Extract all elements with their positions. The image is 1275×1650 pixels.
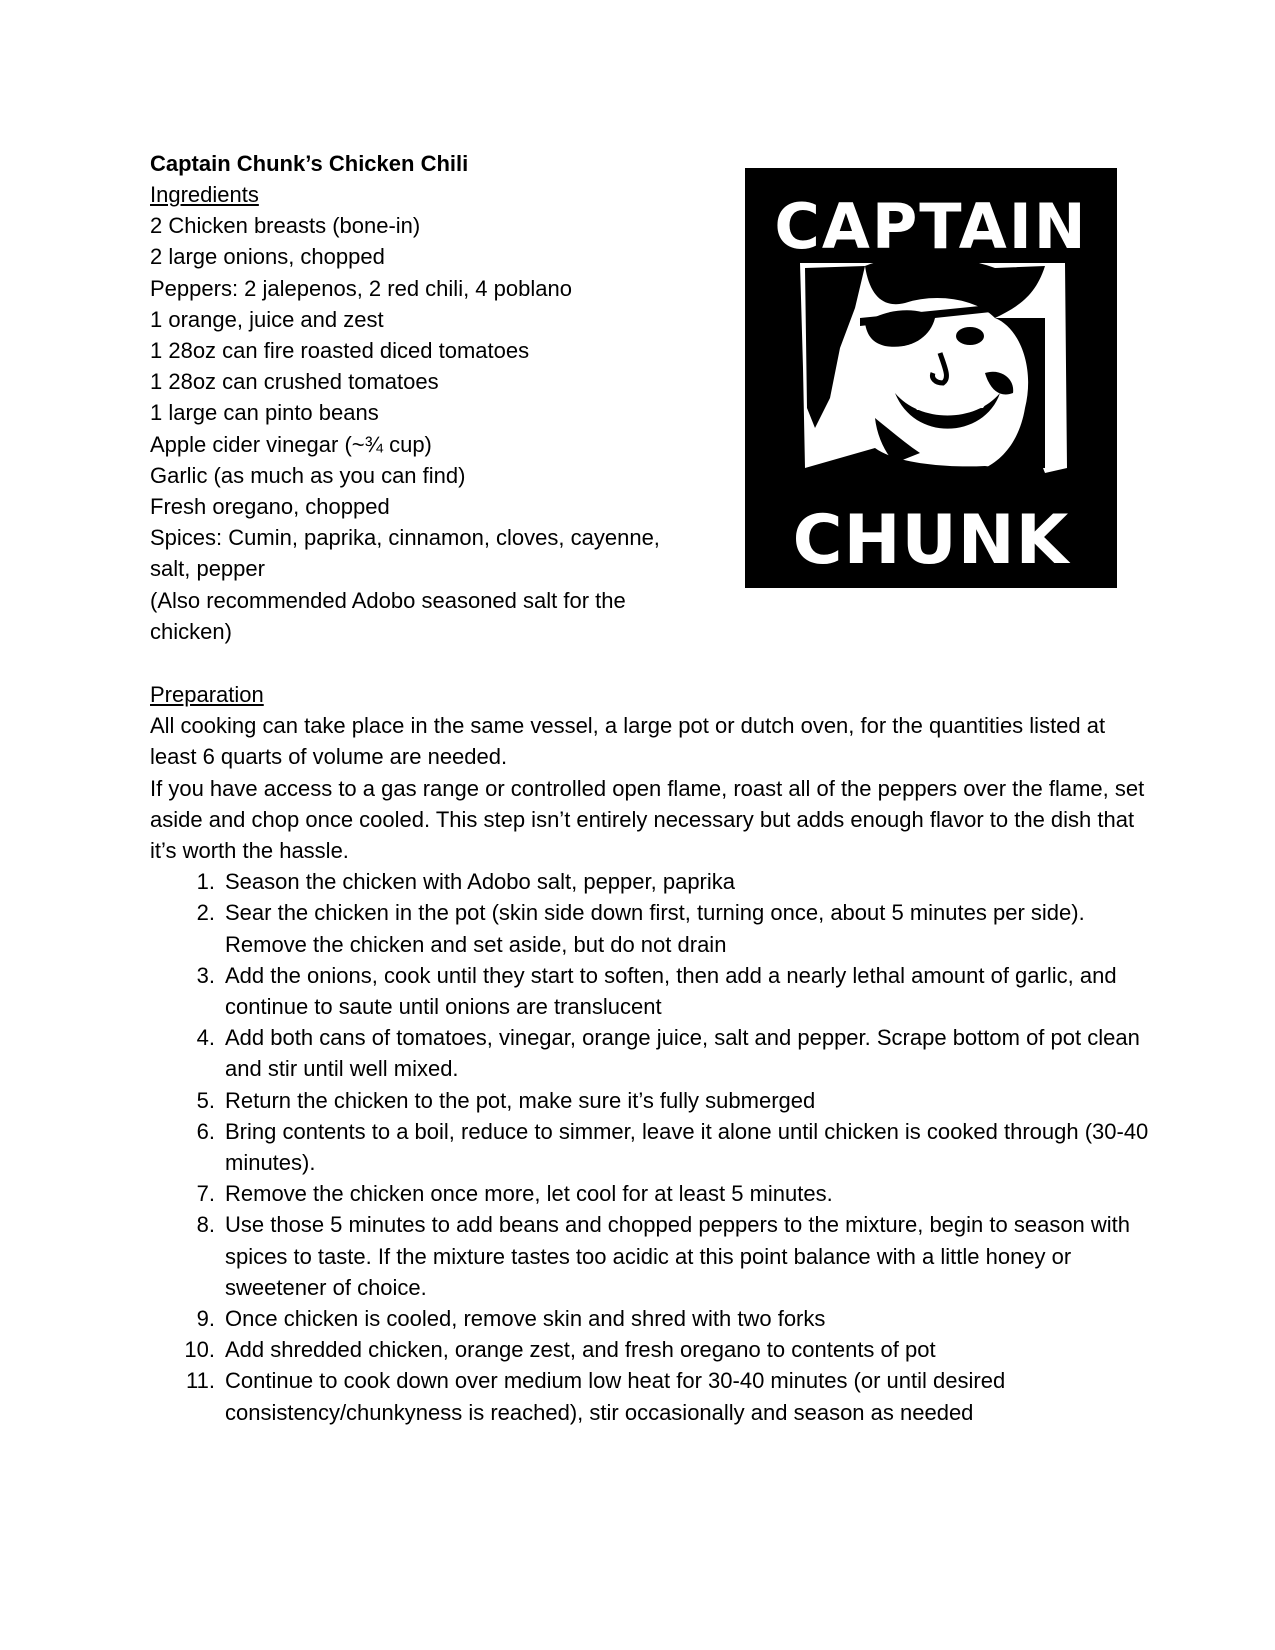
step-item xyxy=(150,1022,1150,1084)
preparation-section xyxy=(150,679,1150,1428)
ingredient-item: 1 28oz can crushed tomatoes xyxy=(150,369,439,395)
step-text: Bring contents to a boil, reduce to simmer, leave it alone until chicken is cooked through (30-40 minutes). xyxy=(225,1118,1149,1176)
logo-bottom-text: CHUNK xyxy=(792,501,1070,580)
step-number: 7. xyxy=(196,1181,215,1207)
step-text: Sear the chicken in the pot (skin side down first, turning once, about 5 minutes per side). Remove the chicken and set aside, but do not drain xyxy=(225,900,1085,957)
ingredients-section xyxy=(150,179,690,647)
step-text: Add both cans of tomatoes, vinegar, orange juice, salt and pepper. Scrape bottom of pot clean and stir until well mixed. xyxy=(225,1025,1140,1082)
step-number: 3. xyxy=(196,962,215,988)
step-number: 8. xyxy=(196,1212,215,1238)
step-text: Once chicken is cooled, remove skin and shred with two forks xyxy=(225,1306,826,1332)
step-item xyxy=(150,960,1150,1022)
step-number: 11. xyxy=(186,1368,215,1394)
recipe-title: Captain Chunk’s Chicken Chili xyxy=(150,151,469,176)
ingredient-item: 1 large can pinto beans xyxy=(150,400,379,426)
ingredients-list xyxy=(150,210,690,647)
ingredient-item: 2 Chicken breasts (bone-in) xyxy=(150,213,421,239)
ingredients-heading: Ingredients xyxy=(150,182,259,207)
step-item xyxy=(150,897,1150,959)
step-item xyxy=(150,1303,1150,1334)
ingredient-item: Peppers: 2 jalepenos, 2 red chili, 4 poblano xyxy=(150,275,572,301)
step-text: Remove the chicken once more, let cool for at least 5 minutes. xyxy=(225,1181,833,1207)
step-text: Return the chicken to the pot, make sure it’s fully submerged xyxy=(225,1087,816,1113)
step-text: Add shredded chicken, orange zest, and fresh oregano to contents of pot xyxy=(225,1337,936,1363)
steps-list xyxy=(150,866,1150,1428)
step-number: 2. xyxy=(196,900,215,926)
preparation-heading: Preparation xyxy=(150,682,264,707)
step-text: Continue to cook down over medium low heat for 30-40 minutes (or until desired consistency/chunkyness is reached), stir occasionally and season as needed xyxy=(225,1368,1006,1425)
step-number: 6. xyxy=(196,1118,215,1144)
step-item xyxy=(150,1178,1150,1209)
ingredient-item: Spices: Cumin, paprika, cinnamon, cloves, cayenne, salt, pepper xyxy=(150,525,660,582)
step-item xyxy=(150,1209,1150,1303)
step-item xyxy=(150,1085,1150,1116)
step-item xyxy=(150,866,1150,897)
step-item xyxy=(150,1116,1150,1178)
logo-top-text: CAPTAIN xyxy=(774,190,1088,263)
ingredient-item: (Also recommended Adobo seasoned salt for the chicken) xyxy=(150,587,626,644)
step-text: Add the onions, cook until they start to soften, then add a nearly lethal amount of garlic, and continue to saute until onions are translucent xyxy=(225,962,1117,1020)
captain-chunk-logo xyxy=(745,168,1117,588)
ingredient-item: 1 orange, juice and zest xyxy=(150,306,384,332)
step-number: 5. xyxy=(196,1087,215,1113)
logo-artwork xyxy=(745,168,1117,588)
step-item xyxy=(150,1365,1150,1427)
step-text: Season the chicken with Adobo salt, pepper, paprika xyxy=(225,869,736,895)
ingredient-item: Apple cider vinegar (~¾ cup) xyxy=(150,431,432,457)
step-number: 4. xyxy=(196,1025,215,1051)
ingredient-item: 2 large onions, chopped xyxy=(150,244,385,270)
ingredient-item: Fresh oregano, chopped xyxy=(150,494,390,520)
step-number: 9. xyxy=(196,1306,215,1332)
ingredient-item: Garlic (as much as you can find) xyxy=(150,462,466,488)
step-text: Use those 5 minutes to add beans and chopped peppers to the mixture, begin to season with spices to taste. If the mixture tastes too acidic at this point balance with a little honey or sweetener of choice. xyxy=(225,1212,1131,1300)
ingredient-item: 1 28oz can fire roasted diced tomatoes xyxy=(150,338,530,364)
preparation-intro: All cooking can take place in the same vessel, a large pot or dutch oven, for the quantities listed at least 6 quarts of volume are needed. xyxy=(150,713,1106,770)
step-item xyxy=(150,1334,1150,1365)
preparation-intro: If you have access to a gas range or controlled open flame, roast all of the peppers over the flame, set aside and chop once cooled. This step isn’t entirely necessary but adds enough flavor to the dish that it’s worth the hassle. xyxy=(150,775,1145,864)
step-number: 10. xyxy=(184,1337,215,1363)
step-number: 1. xyxy=(196,869,215,895)
